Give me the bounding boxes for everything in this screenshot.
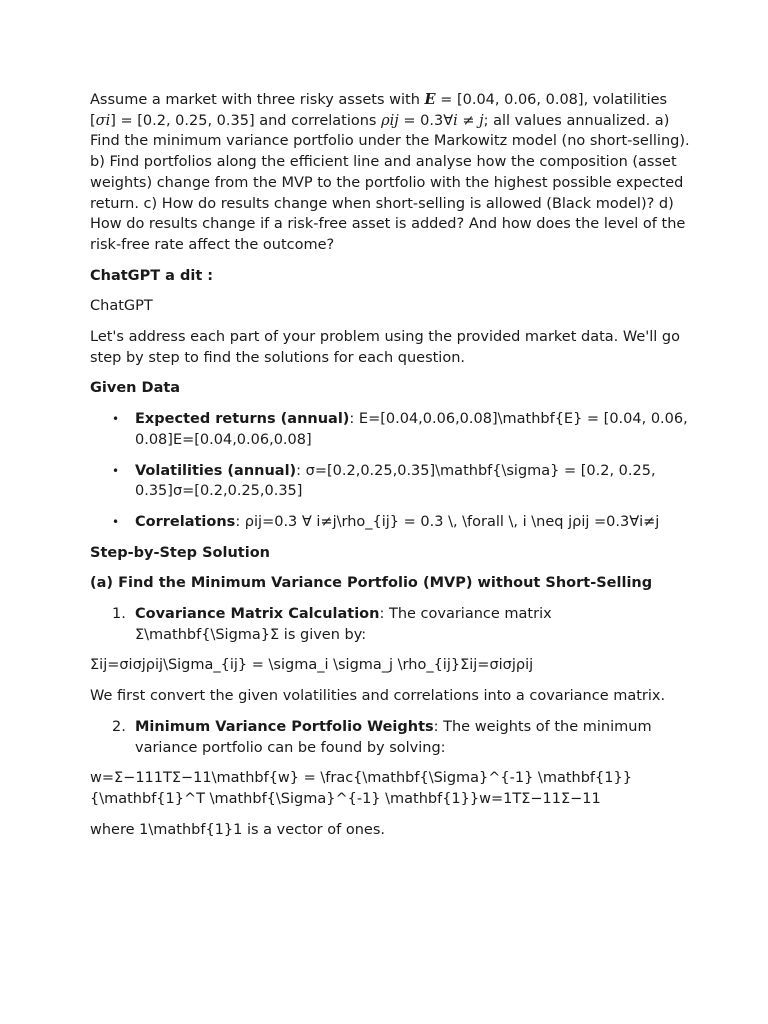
intro-text-1: Assume a market with three risky assets with [90, 92, 425, 108]
covariance-formula: Σij=σiσjρij\Sigma_{ij} = \sigma_i \sigma_j \rho_{ij}Σij=σiσjρij [90, 657, 534, 674]
bullet-icon: • [112, 463, 120, 478]
problem-statement [90, 90, 690, 256]
covariance-text: We first convert the given volatilities and correlations into a covariance matrix. [90, 688, 666, 705]
i-neq-j-symbol: i ≠ j [453, 112, 484, 129]
sigma-symbol: σi [95, 112, 111, 129]
bullet-icon: • [112, 412, 120, 427]
step-text: : The weights of the minimum variance portfolio can be found by solving: [135, 718, 652, 756]
bullet-icon: • [112, 514, 120, 529]
step-number: 2. [112, 718, 126, 735]
document-page [90, 90, 690, 850]
intro-text-2: = [0.04, 0.06, 0.08], volatilities [ [90, 92, 668, 129]
item-label: Correlations [135, 513, 236, 530]
mvp-weights-formula: w=Σ−111TΣ−11\mathbf{w} = \frac{\mathbf{\Sigma}^{-1} \mathbf{1}}{\mathbf{1}^T \mathbf{\Sigma}^{-1} \mathbf{1}}w=1TΣ−11Σ−11 [90, 770, 632, 807]
list-item [90, 512, 690, 533]
step-2-list [90, 717, 690, 758]
step-by-step-heading: Step-by-Step Solution [90, 544, 270, 561]
intro-text-5: ; all values annualized. a) Find the minimum variance portfolio under the Markowitz model (no short-selling). b) Find portfolios along the efficient line and analyse how the composition (asset weights) change from the MVP to the portfolio with the highest possible expected return. c) How do results change when short-selling is allowed (Black model)? d) How do results change if a risk-free asset is added? And how does the level of the risk-free rate affect the outcome? [90, 112, 690, 253]
chatgpt-name: ChatGPT [90, 298, 153, 315]
part-a-heading: (a) Find the Minimum Variance Portfolio (MVP) without Short-Selling [90, 575, 653, 592]
lead-paragraph: Let's address each part of your problem using the provided market data. We'll go step by step to find the solutions for each question. [90, 329, 681, 366]
expected-return-symbol: E [424, 91, 436, 108]
list-item [90, 604, 690, 645]
step-1-list [90, 604, 690, 645]
item-text: : ρij=0.3 ∀ i≠j\rho_{ij} = 0.3 \, \forall \, i \neq jρij =0.3∀i≠j [235, 513, 660, 530]
step-label: Minimum Variance Portfolio Weights [135, 718, 434, 735]
intro-text-4: = 0.3∀ [398, 112, 454, 129]
list-item [90, 409, 690, 450]
list-item [90, 461, 690, 502]
given-data-list [90, 409, 690, 533]
list-item [90, 717, 690, 758]
step-number: 1. [112, 606, 126, 623]
step-label: Covariance Matrix Calculation [135, 606, 380, 623]
ones-vector-text: where 1\mathbf{1}1 is a vector of ones. [90, 821, 385, 838]
rho-symbol: ρij [381, 112, 399, 129]
step-text: : The covariance matrix Σ\mathbf{\Sigma}Σ is given by: [135, 606, 552, 643]
intro-text-3: ] = [0.2, 0.25, 0.35] and correlations [110, 112, 382, 129]
item-label: Volatilities (annual) [135, 462, 297, 479]
item-text: : E=[0.04,0.06,0.08]\mathbf{E} = [0.04, 0.06, 0.08]E=[0.04,0.06,0.08] [135, 411, 688, 448]
given-data-heading: Given Data [90, 380, 181, 397]
item-text: : σ=[0.2,0.25,0.35]\mathbf{\sigma} = [0.2, 0.25, 0.35]σ=[0.2,0.25,0.35] [135, 462, 656, 500]
chatgpt-said-label: ChatGPT a dit : [90, 267, 214, 284]
item-label: Expected returns (annual) [135, 411, 350, 428]
